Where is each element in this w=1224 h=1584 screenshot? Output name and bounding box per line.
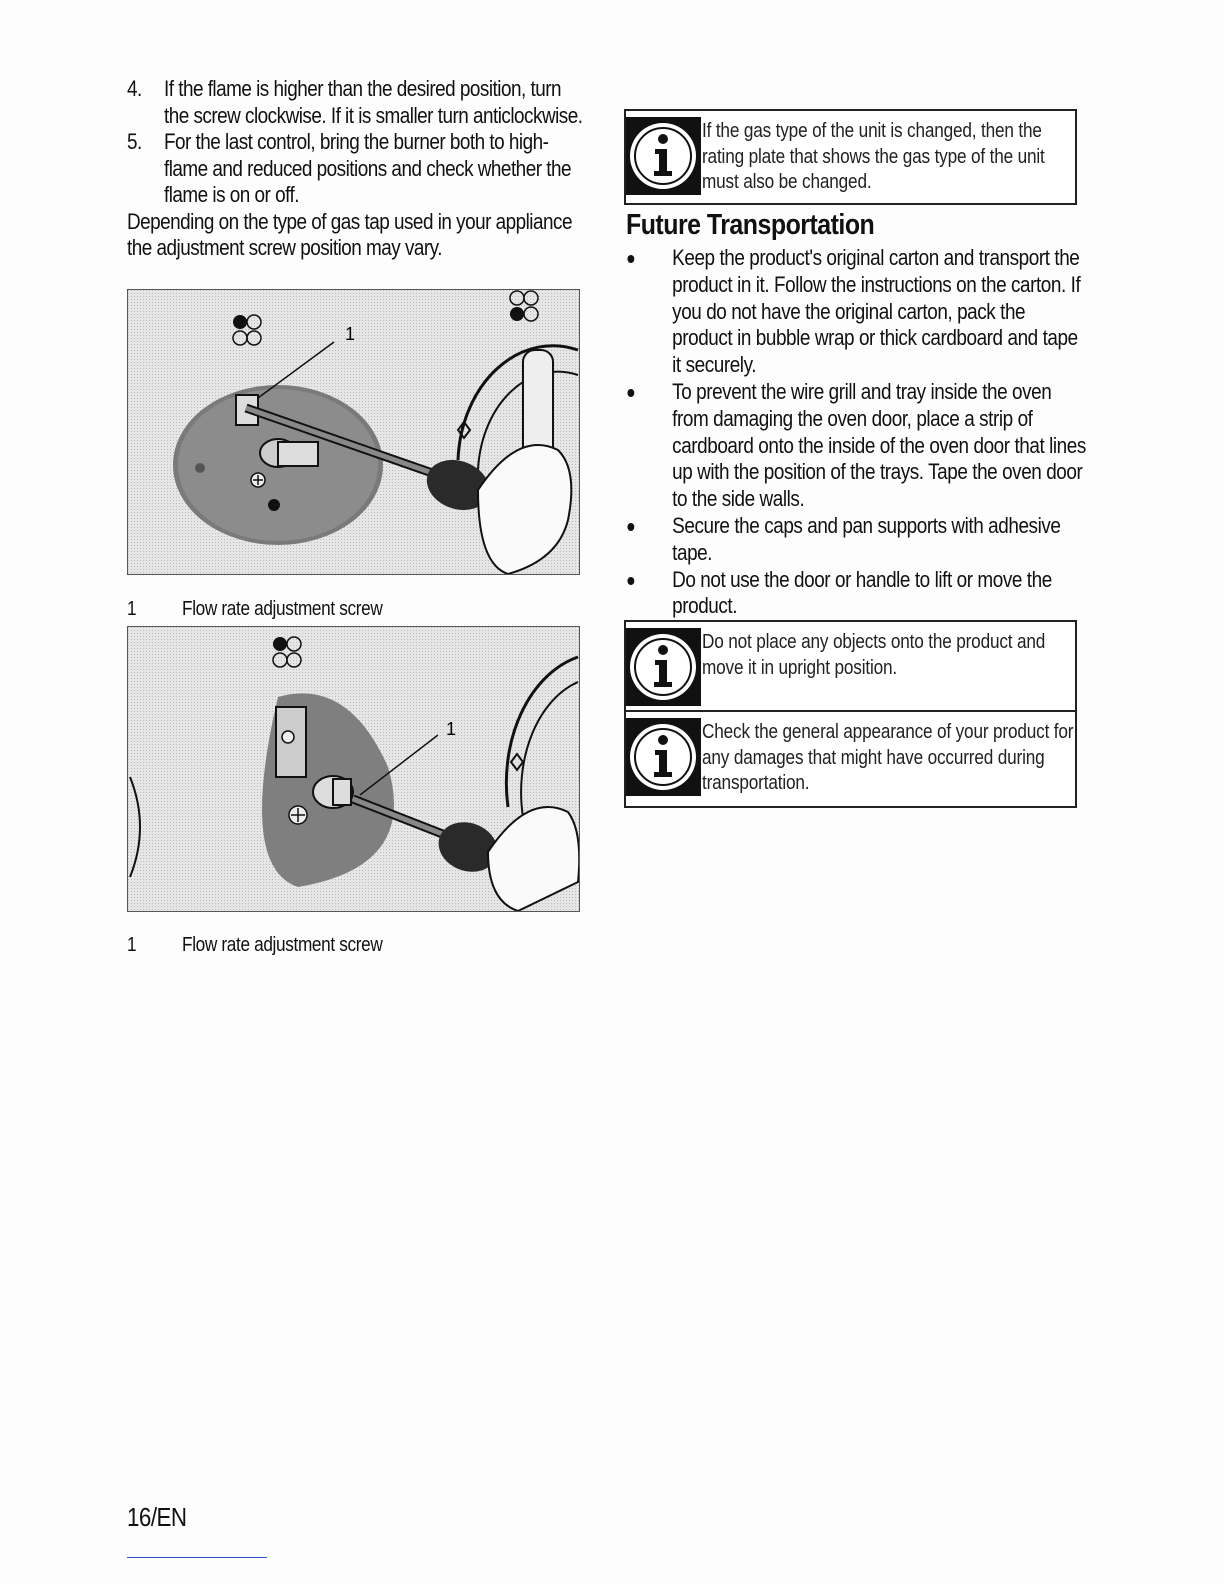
step-number: 5. [127,129,142,154]
figure-1-callout: 1 [345,324,356,344]
step-number: 4. [127,76,142,101]
list-item: Secure the caps and pan supports with adhesive tape. [624,513,1088,567]
caption-number: 1 [127,934,137,956]
bullet-icon [627,389,634,397]
info-icon [626,628,701,706]
figure-adjustment-screw-2 [127,626,580,912]
info-icon [626,718,701,796]
info-text: If the gas type of the unit is changed, then the rating plate that shows the gas type of the unit must also be changed. [702,120,1045,193]
transport-bullet-list [624,245,1088,620]
figure-1-illustration [128,290,579,574]
figure-2-illustration [128,627,579,911]
figure-adjustment-screw-1 [127,289,580,575]
bullet-icon [627,255,634,263]
footer-divider [127,1557,267,1558]
step-item [127,129,587,209]
page-number: 16/EN [127,1502,187,1532]
step-list [127,76,587,209]
figure-2-caption [127,934,382,957]
info-box-damage-check [624,710,1077,808]
list-item: To prevent the wire grill and tray inside the oven from damaging the oven door, place a strip of cardboard onto the inside of the oven door that lines up with the position of the trays. Tape the oven door to the side walls. [624,379,1088,513]
info-box-gas-type [624,109,1077,205]
info-text: Check the general appearance of your product for any damages that might have occurred during transportation. [702,721,1074,794]
figure-1-caption [127,598,382,621]
figure-2-callout: 1 [446,719,457,739]
left-column [127,76,587,262]
caption-text: Flow rate adjustment screw [182,934,383,956]
info-box-upright [624,620,1077,716]
step-text: For the last control, bring the burner both to high-flame and reduced positions and check whether the flame is on or off. [163,129,571,207]
steps-block [127,76,587,262]
step-text: If the flame is higher than the desired position, turn the screw clockwise. If it is smaller turn anticlockwise. [163,76,583,128]
bullet-icon [627,523,634,531]
section-title: Future Transportation [626,209,875,241]
info-icon [626,117,701,195]
info-text: Do not place any objects onto the product and move it in upright position. [702,631,1046,679]
caption-text: Flow rate adjustment screw [182,598,383,620]
caption-number: 1 [127,598,137,620]
depending-note: Depending on the type of gas tap used in your appliance the adjustment screw position may vary. [127,208,572,260]
list-item: Do not use the door or handle to lift or move the product. [624,567,1088,621]
bullet-icon [627,577,634,585]
list-item: Keep the product's original carton and transport the product in it. Follow the instructions on the carton. If you do not have the original carton, pack the product in bubble wrap or thick cardboard and tape it securely. [624,245,1088,379]
step-item [127,76,587,129]
